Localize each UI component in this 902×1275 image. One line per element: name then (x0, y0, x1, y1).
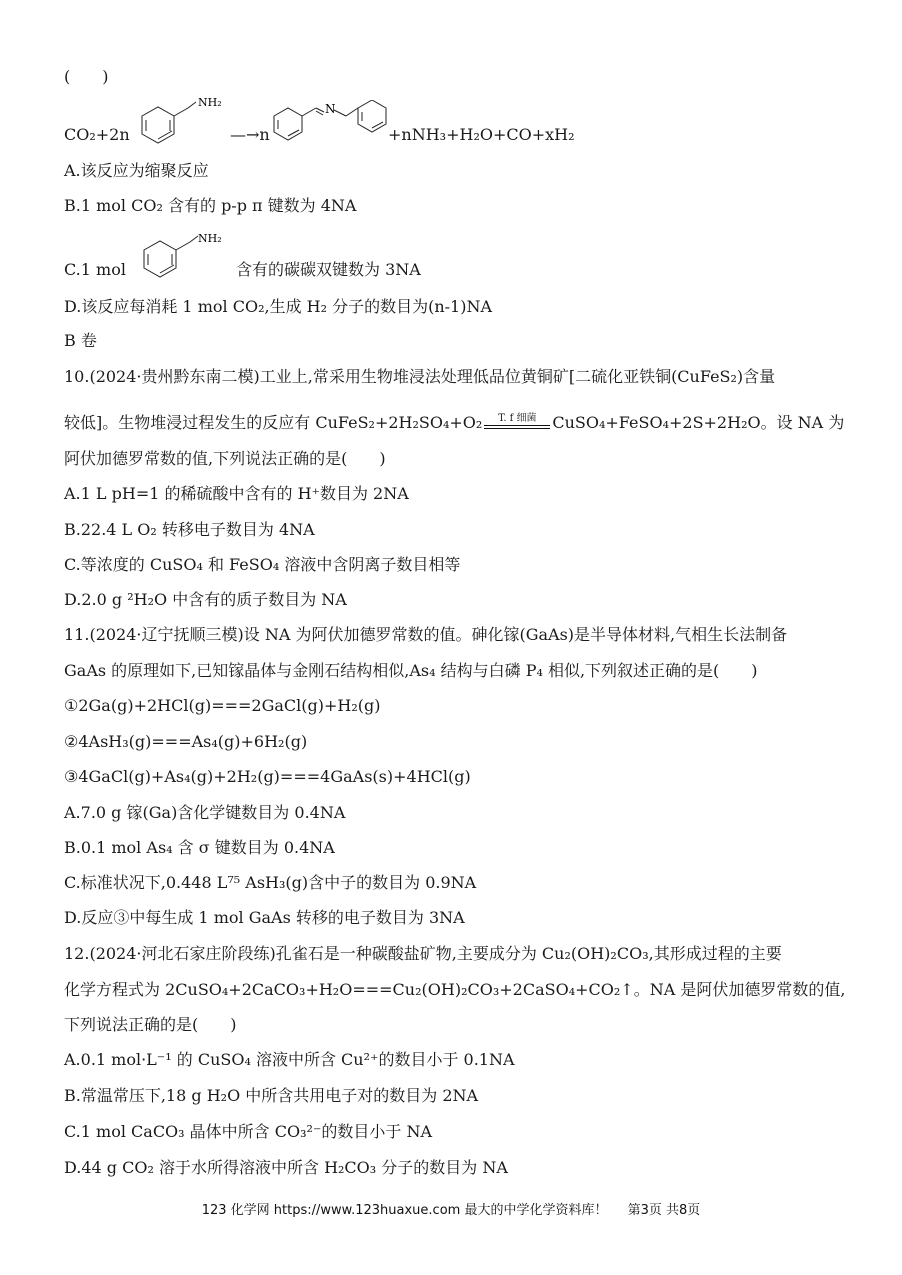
q11-option-d: D.反应③中每生成 1 mol GaAs 转移的电子数目为 3NA (64, 908, 465, 927)
q10-stem-2b: CuSO₄+FeSO₄+2S+2H₂O。设 NA 为 (552, 413, 845, 432)
reaction-condition: T. f 细菌 (498, 413, 537, 424)
q9-option-c-prefix: C.1 mol (64, 260, 126, 279)
q11-option-a: A.7.0 g 镓(Ga)含化学键数目为 0.4NA (64, 803, 346, 822)
q9-option-d: D.该反应每消耗 1 mol CO₂,生成 H₂ 分子的数目为(n-1)NA (64, 297, 493, 316)
q11-reaction-2: ②4AsH₃(g)===As₄(g)+6H₂(g) (64, 732, 308, 751)
benzylamine-structure (128, 94, 228, 154)
page-footer (0, 1199, 902, 1218)
footer-site[interactable]: 123 化学网 https://www.123huaxue.com 最大的中学化学资料库！ (201, 1203, 608, 1218)
nh2-label-c: NH₂ (198, 232, 222, 245)
q10-option-c: C.等浓度的 CuSO₄ 和 FeSO₄ 溶液中含阴离子数目相等 (64, 555, 461, 574)
q10-option-a: A.1 L pH=1 的稀硫酸中含有的 H⁺数目为 2NA (64, 484, 409, 503)
q10-stem-3: 阿伏加德罗常数的值,下列说法正确的是( ) (64, 449, 386, 468)
reaction-right: +nNH₃+H₂O+CO+xH₂ (388, 125, 575, 144)
section-b: B 卷 (64, 331, 97, 350)
q11-stem-1: 11.(2024·辽宁抚顺三模)设 NA 为阿伏加德罗常数的值。砷化镓(GaAs)是半导体材料,气相生长法制备 (64, 625, 788, 644)
q12-option-c: C.1 mol CaCO₃ 晶体中所含 CO₃²⁻的数目小于 NA (64, 1122, 433, 1141)
answer-paren: ( ) (64, 67, 109, 86)
q12-stem-3: 下列说法正确的是( ) (64, 1015, 237, 1034)
q10-stem-2a: 较低]。生物堆浸过程发生的反应有 CuFeS₂+2H₂SO₄+O₂ (64, 413, 483, 432)
nh2-label: NH₂ (198, 96, 222, 109)
q9-option-a: A.该反应为缩聚反应 (64, 161, 209, 180)
q12-option-d: D.44 g CO₂ 溶于水所得溶液中所含 H₂CO₃ 分子的数目为 NA (64, 1158, 508, 1177)
footer-page-number: 第3页 共8页 (627, 1203, 701, 1218)
q11-option-c: C.标准状况下,0.448 L⁷⁵ AsH₃(g)含中子的数目为 0.9NA (64, 873, 477, 892)
reaction-left: CO₂+2n (64, 125, 130, 144)
q9-option-b: B.1 mol CO₂ 含有的 p-p π 键数为 4NA (64, 196, 357, 215)
reaction-arrow (484, 414, 550, 432)
benzylamine-structure-c (136, 228, 236, 284)
q10-stem-1: 10.(2024·贵州黔东南二模)工业上,常采用生物堆浸法处理低品位黄铜矿[二硫化亚铁铜(CuFeS₂)含量 (64, 367, 776, 386)
q11-option-b: B.0.1 mol As₄ 含 σ 键数目为 0.4NA (64, 838, 335, 857)
q9-option-c-suffix: 含有的碳碳双键数为 3NA (236, 260, 421, 279)
q12-stem-2: 化学方程式为 2CuSO₄+2CaCO₃+H₂O===Cu₂(OH)₂CO₃+2CaSO₄+CO₂↑。NA 是阿伏加德罗常数的值, (64, 980, 846, 999)
q12-option-b: B.常温常压下,18 g H₂O 中所含共用电子对的数目为 2NA (64, 1086, 479, 1105)
q10-option-b: B.22.4 L O₂ 转移电子数目为 4NA (64, 520, 315, 539)
q11-reaction-3: ③4GaCl(g)+As₄(g)+2H₂(g)===4GaAs(s)+4HCl(g) (64, 767, 471, 786)
q12-option-a: A.0.1 mol·L⁻¹ 的 CuSO₄ 溶液中所含 Cu²⁺的数目小于 0.1NA (64, 1050, 515, 1069)
q11-stem-2: GaAs 的原理如下,已知镓晶体与金刚石结构相似,As₄ 结构与白磷 P₄ 相似,下列叙述正确的是( ) (64, 661, 758, 680)
arrow-n: —→n (230, 125, 270, 144)
imine-product-structure (268, 100, 398, 150)
q10-option-d: D.2.0 g ²H₂O 中含有的质子数目为 NA (64, 590, 347, 609)
q10-stem-2 (64, 412, 844, 434)
q12-stem-1: 12.(2024·河北石家庄阶段练)孔雀石是一种碳酸盐矿物,主要成分为 Cu₂(OH)₂CO₃,其形成过程的主要 (64, 944, 782, 963)
n-label: N (325, 102, 336, 116)
q11-reaction-1: ①2Ga(g)+2HCl(g)===2GaCl(g)+H₂(g) (64, 696, 381, 715)
